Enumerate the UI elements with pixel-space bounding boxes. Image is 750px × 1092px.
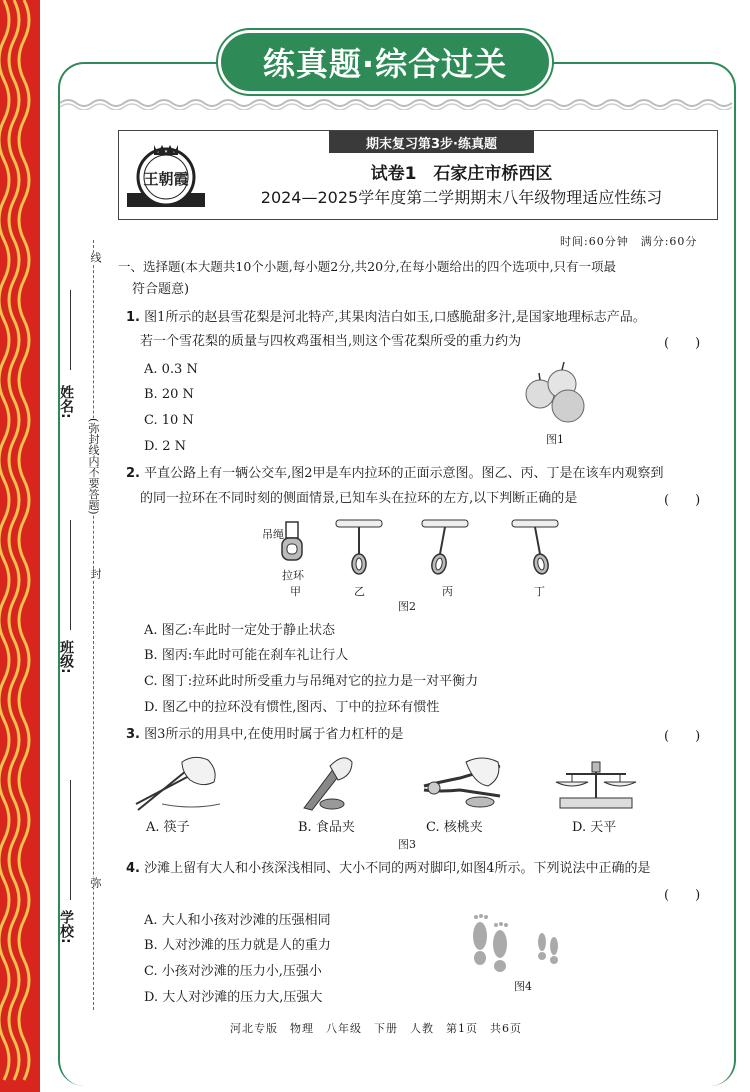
q2-answer-bracket: ( ) [664,493,701,508]
q2-text1: 平直公路上有一辆公交车,图2甲是车内拉环的正面示意图。图乙、丙、丁是在该车内观察到 [144,466,664,481]
review-step-tag: 期末复习第3步·练真题 [329,131,534,153]
fig2-label-d: 丁 [534,585,545,598]
school-label: 学校: [58,910,74,944]
q2-stem-line1 [126,464,664,484]
q1-option-a: A. 0.3 N [144,362,198,377]
q4-text1: 沙滩上留有大人和小孩深浅相同、大小不同的两对脚印,如图4所示。下列说法中正确的是 [144,861,651,876]
q4-option-a: A. 大人和小孩对沙滩的压强相同 [144,913,331,928]
q1-stem-line2: 若一个雪花梨的质量与四枚鸡蛋相当,则这个雪花梨所受的重力约为 [140,334,522,349]
binding-secret-word: 弥 [89,877,102,888]
fig2-label-a: 甲 [290,585,301,598]
binding-line-word: 线 [89,252,102,263]
q1-number: 1. [126,310,140,325]
binding-dashed-line [93,240,94,1010]
q3-option-d: D. 天平 [572,820,617,835]
q2-option-c: C. 图丁:拉环此时所受重力与吊绳对它的拉力是一对平衡力 [144,674,479,689]
fig2-rope-label: 吊绳 [262,528,284,541]
q1-text1: 图1所示的赵县雪花梨是河北特产,其果肉洁白如玉,口感脆甜多汁,是国家地理标志产品。 [144,310,646,325]
q4-answer-bracket: ( ) [664,888,701,903]
q3-option-a: A. 筷子 [146,820,190,835]
figure2-caption: 图2 [398,600,416,613]
q3-text1: 图3所示的用具中,在使用时属于省力杠杆的是 [144,727,404,742]
section-heading: 一、选择题(本大题共10个小题,每小题2分,共20分,在每小题给出的四个选项中,只有一项最 [118,259,617,274]
section-heading-cont: 符合题意) [132,282,190,297]
q2-option-a: A. 图乙:车此时一定处于静止状态 [144,623,336,638]
fig2-label-c: 丙 [442,585,453,598]
q1-answer-bracket: ( ) [664,336,701,351]
fig2-ring-label: 拉环 [282,569,304,582]
school-underline [70,780,71,900]
binding-warning: (弥封线内不要答题) [87,418,100,515]
q1-option-c: C. 10 N [144,413,194,428]
chopsticks-figure [132,752,222,814]
page-footer: 河北专版 物理 八年级 下册 人教 第1页 共6页 [230,1022,522,1035]
fig2-front-ring [280,520,304,564]
fig2-label-b: 乙 [354,585,365,598]
class-label: 班级: [58,640,74,674]
food-tongs-figure [296,752,356,814]
pear-figure [524,360,588,426]
q3-option-b: B. 食品夹 [298,820,355,835]
q2-option-b: B. 图丙:车此时可能在刹车礼让行人 [144,648,349,663]
q4-option-d: D. 大人对沙滩的压力大,压强大 [144,990,323,1005]
q3-option-c: C. 核桃夹 [426,820,483,835]
q2-number: 2. [126,466,140,481]
name-label: 姓名: [58,385,74,419]
figure4-caption: 图4 [514,980,532,993]
wave-divider [60,96,734,110]
q1-option-b: B. 20 N [144,387,194,402]
q2-option-d: D. 图乙中的拉环没有惯性,图丙、丁中的拉环有惯性 [144,700,440,715]
q4-option-c: C. 小孩对沙滩的压力小,压强小 [144,964,322,979]
q3-stem-line1 [126,725,404,745]
figure1-caption: 图1 [546,433,564,446]
balance-scale-figure [552,758,640,812]
class-underline [70,520,71,630]
figure3-caption: 图3 [398,838,416,851]
binding-seal-word: 封 [89,568,102,579]
fig2-side-c [420,516,470,578]
q2-stem-line2: 的同一拉环在不同时刻的侧面情景,已知车头在拉环的左方,以下判断正确的是 [140,491,578,506]
footprints-figure [462,908,572,972]
q1-stem-line1 [126,308,646,328]
exam-title: 试卷1 石家庄市桥西区 [370,164,553,184]
exam-subtitle: 2024—2025学年度第二学期期末八年级物理适应性练习 [260,188,663,207]
publisher-seal-logo [125,137,207,215]
q3-number: 3. [126,727,140,742]
q1-option-d: D. 2 N [144,439,187,454]
svg-text:王朝霞: 王朝霞 [143,170,189,188]
left-decorative-strip [0,0,40,1092]
q4-number: 4. [126,861,140,876]
time-score-info: 时间:60分钟 满分:60分 [560,235,698,248]
q4-stem-line1 [126,859,651,879]
exam-header [118,130,718,220]
fig2-side-b [334,516,384,578]
fig2-side-d [510,516,560,578]
name-underline [70,290,71,370]
q4-option-b: B. 人对沙滩的压力就是人的重力 [144,938,331,953]
nutcracker-figure [420,756,504,812]
q3-answer-bracket: ( ) [664,729,701,744]
page-banner: 练真题·综合过关 [218,30,552,94]
